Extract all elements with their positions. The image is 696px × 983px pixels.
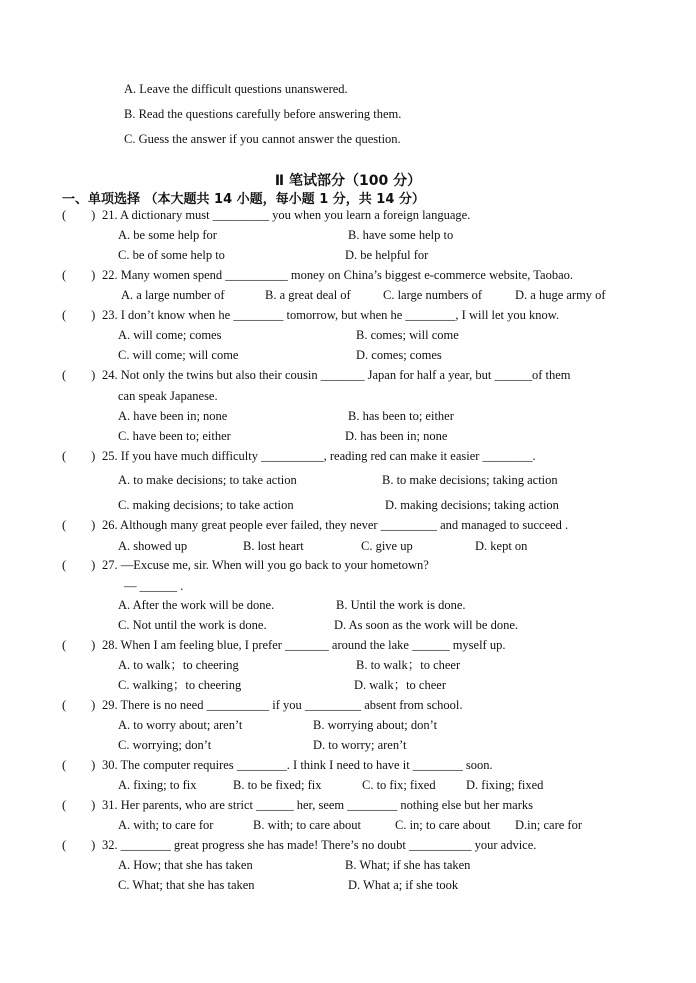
option-b: B. Until the work is done. [336,598,466,612]
option-c: C. walking；to cheering [118,678,242,692]
listening-option-c: C. Guess the answer if you cannot answer the question. [124,132,401,146]
answer-paren[interactable]: ( ) [62,368,96,382]
option-d: D. making decisions; taking action [385,498,559,512]
answer-paren[interactable]: ( ) [62,798,96,812]
option-b: B. with; to care about [253,818,361,832]
option-c: C. have been to; either [118,429,231,443]
option-b: B. to be fixed; fix [233,778,322,792]
answer-paren[interactable]: ( ) [62,838,96,852]
option-d: D. fixing; fixed [466,778,544,792]
option-d: D. has been in; none [345,429,448,443]
option-d: D.in; care for [515,818,582,832]
option-a: A. with; to care for [118,818,214,832]
option-b: B. have some help to [348,228,454,242]
option-d: D. be helpful for [345,248,429,262]
option-c: C. making decisions; to take action [118,498,294,512]
option-c: C. give up [361,539,413,553]
option-b: B. to make decisions; taking action [382,473,558,487]
option-d: D. a huge army of [515,288,606,302]
question-stem: 23. I don’t know when he ________ tomorrow, but when he ________, I will let you know. [102,308,560,322]
option-c: C. will come; will come [118,348,239,362]
option-a: A. to worry about; aren’t [118,718,243,732]
answer-paren[interactable]: ( ) [62,518,96,532]
option-d: D. walk；to cheer [354,678,446,692]
question-stem: 28. When I am feeling blue, I prefer _______ around the lake ______ myself up. [102,638,506,652]
option-c: C. What; that she has taken [118,878,255,892]
option-a: A. a large number of [121,288,225,302]
answer-paren[interactable]: ( ) [62,558,96,572]
option-a: A. will come; comes [118,328,222,342]
option-c: C. be of some help to [118,248,225,262]
option-d: D. What a; if she took [348,878,459,892]
question-stem-continued: can speak Japanese. [118,389,218,403]
question-stem: 24. Not only the twins but also their cousin _______ Japan for half a year, but ______of them [102,368,571,382]
question-stem: 27. —Excuse me, sir. When will you go back to your hometown? [102,558,429,572]
answer-paren[interactable]: ( ) [62,208,96,222]
option-a: A. How; that she has taken [118,858,253,872]
section-title: Ⅱ 笔试部分（100 分） [274,173,422,189]
option-c: C. to fix; fixed [362,778,436,792]
option-b: B. comes; will come [356,328,459,342]
question-stem: 21. A dictionary must _________ you when you learn a foreign language. [102,208,471,222]
option-d: D. comes; comes [356,348,442,362]
question-stem: 22. Many women spend __________ money on China’s biggest e-commerce website, Taobao. [102,268,574,282]
answer-paren[interactable]: ( ) [62,268,96,282]
section-subtitle: 一、单项选择 （本大题共 14 小题，每小题 1 分，共 14 分） [62,192,425,207]
option-a: A. be some help for [118,228,217,242]
question-stem: 26. Although many great people ever failed, they never _________ and managed to succeed . [102,518,569,532]
question-stem: 25. If you have much difficulty __________, reading red can make it easier ________. [102,449,536,463]
answer-paren[interactable]: ( ) [62,758,96,772]
question-stem-continued: — ______ . [124,579,184,593]
question-stem: 32. ________ great progress she has made! There’s no doubt __________ your advice. [102,838,537,852]
option-b: B. worrying about; don’t [313,718,438,732]
option-b: B. has been to; either [348,409,454,423]
option-d: D. As soon as the work will be done. [334,618,519,632]
answer-paren[interactable]: ( ) [62,638,96,652]
option-c: C. in; to care about [395,818,491,832]
option-a: A. showed up [118,539,188,553]
option-a: A. fixing; to fix [118,778,197,792]
option-b: B. lost heart [243,539,304,553]
option-b: B. What; if she has taken [345,858,471,872]
answer-paren[interactable]: ( ) [62,449,96,463]
answer-paren[interactable]: ( ) [62,698,96,712]
option-d: D. to worry; aren’t [313,738,407,752]
question-stem: 31. Her parents, who are strict ______ her, seem ________ nothing else but her marks [102,798,533,812]
answer-paren[interactable]: ( ) [62,308,96,322]
option-a: A. to make decisions; to take action [118,473,297,487]
option-c: C. large numbers of [383,288,483,302]
option-a: A. to walk；to cheering [118,658,239,672]
option-c: C. Not until the work is done. [118,618,267,632]
question-stem: 29. There is no need __________ if you _________ absent from school. [102,698,463,712]
option-b: B. a great deal of [265,288,351,302]
option-c: C. worrying; don’t [118,738,212,752]
option-d: D. kept on [475,539,528,553]
listening-option-b: B. Read the questions carefully before answering them. [124,107,402,121]
option-b: B. to walk；to cheer [356,658,461,672]
option-a: A. have been in; none [118,409,228,423]
option-a: A. After the work will be done. [118,598,275,612]
listening-option-a: A. Leave the difficult questions unanswered. [124,82,348,96]
question-stem: 30. The computer requires ________. I think I need to have it ________ soon. [102,758,493,772]
